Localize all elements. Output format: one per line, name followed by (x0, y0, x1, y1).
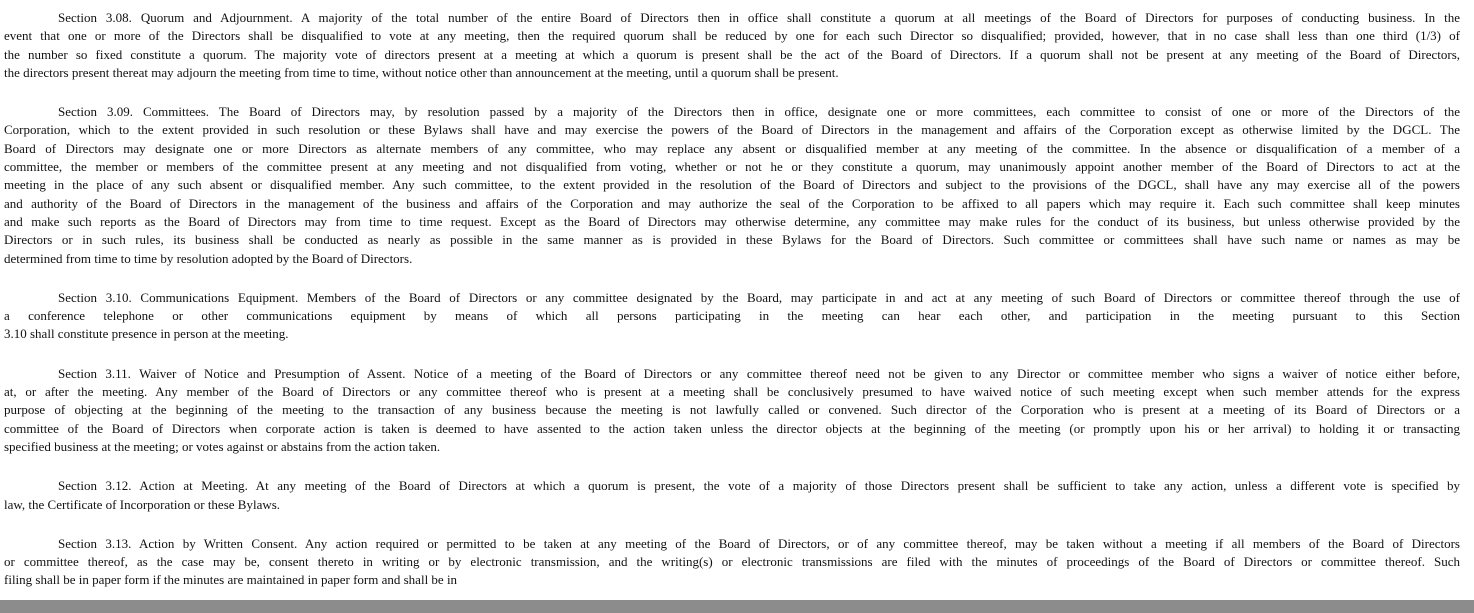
paragraph-line: Section 3.12. Action at Meeting. At any meeting of the Board of Directors at which a quorum is present, the vote of a majority of those Directors present shall be sufficient to take any action, unless a different vote is specified by (58, 478, 1460, 494)
paragraph-line: Section 3.09. Committees. The Board of Directors may, by resolution passed by a majority of the Directors then in office, designate one or more committees, each committee to consist of one or more of the Directors of the (58, 104, 1460, 120)
horizontal-scrollbar[interactable] (0, 600, 1474, 613)
paragraph-line: meeting in the place of any such absent or disqualified member. Any such committee, to the extent provided in the resolution of the Board of Directors and subject to the provisions of the DGCL, shall have any may exercise all of the powers (4, 177, 1460, 193)
paragraph-line: filing shall be in paper form if the minutes are maintained in paper form and shall be in (4, 572, 458, 588)
paragraph-line: committee of the Board of Directors when corporate action is taken is deemed to have assented to the action taken unless the director objects at the beginning of the meeting (or promptly upon his or her arrival) to holding it or transacting (4, 420, 1460, 436)
document-body (4, 9, 1460, 611)
paragraph-line: Corporation, which to the extent provided in such resolution or these Bylaws shall have and may exercise the powers of the Board of Directors in the management and affairs of the Corporation except as otherwise limited by the DGCL. The (4, 122, 1460, 138)
paragraph-line: Board of Directors may designate one or more Directors as alternate members of any committee, who may replace any absent or disqualified member at any meeting of the committee. In the absence or disqualification of a member of a (4, 140, 1460, 156)
paragraph-line: specified business at the meeting; or votes against or abstains from the action taken. (4, 438, 441, 454)
section-paragraph (4, 289, 1460, 344)
paragraph-line: at, or after the meeting. Any member of the Board of Directors or any committee thereof who is present at a meeting shall be conclusively presumed to have waived notice of such meeting except when such member attends for the express (4, 384, 1460, 400)
section-paragraph (4, 365, 1460, 456)
paragraph-line: Section 3.13. Action by Written Consent. Any action required or permitted to be taken at any meeting of the Board of Directors, or of any committee thereof, may be taken without a meeting if all members of the Board of Directors (58, 535, 1460, 551)
paragraph-line: Directors or in such rules, its business shall be conducted as nearly as possible in the same manner as is provided in these Bylaws for the Board of Directors. Such committee or committees shall have such name or names as may be (4, 232, 1460, 248)
section-paragraph (4, 9, 1460, 82)
paragraph-line: the directors present thereat may adjourn the meeting from time to time, without notice other than announcement at the meeting, until a quorum shall be present. (4, 64, 839, 80)
paragraph-line: determined from time to time by resolution adopted by the Board of Directors. (4, 250, 413, 266)
paragraph-line: law, the Certificate of Incorporation or these Bylaws. (4, 496, 281, 512)
paragraph-line: and authority of the Board of Directors in the management of the business and affairs of the Corporation and may authorize the seal of the Corporation to be affixed to all papers which may require it. Each such committee shall keep minutes (4, 195, 1460, 211)
section-paragraph (4, 103, 1460, 268)
paragraph-line: and make such reports as the Board of Directors may from time to time request. Except as the Board of Directors may otherwise determine, any committee may make rules for the conduct of its business, but unless otherwise provided by the (4, 213, 1460, 229)
paragraph-line: a conference telephone or other communications equipment by means of which all persons participating in the meeting can hear each other, and participation in the meeting pursuant to this Section (4, 308, 1460, 324)
paragraph-line: committee, the member or members of the committee present at any meeting and not disqualified from voting, whether or not he or they constitute a quorum, may unanimously appoint another member of the Board of Directors to act at the (4, 159, 1460, 175)
section-paragraph (4, 477, 1460, 514)
paragraph-line: event that one or more of the Directors shall be disqualified to vote at any meeting, then the required quorum shall be reduced by one for each such Director so disqualified; provided, however, that in no case shall less than one third (1/3) of (4, 28, 1460, 44)
paragraph-line: purpose of objecting at the beginning of the meeting to the transaction of any business because the meeting is not lawfully called or convened. Such director of the Corporation who is present at a meeting of its Board of Directors or a (4, 402, 1460, 418)
paragraph-line: or committee thereof, as the case may be, consent thereto in writing or by electronic transmission, and the writing(s) or electronic transmissions are filed with the minutes of proceedings of the Board of Directors or committee thereof. Such (4, 554, 1460, 570)
paragraph-line: the number so fixed constitute a quorum. The majority vote of directors present at a meeting at which a quorum is present shall be the act of the Board of Directors. If a quorum shall not be present at any meeting of the Board of Directors, (4, 46, 1460, 62)
paragraph-line: Section 3.08. Quorum and Adjournment. A majority of the total number of the entire Board of Directors then in office shall constitute a quorum at all meetings of the Board of Directors for purposes of conducting business. In the (58, 10, 1460, 25)
section-paragraph (4, 535, 1460, 590)
paragraph-line: Section 3.11. Waiver of Notice and Presumption of Assent. Notice of a meeting of the Board of Directors or any committee thereof need not be given to any Director or committee member who signs a waiver of notice either before, (58, 365, 1460, 381)
paragraph-line: Section 3.10. Communications Equipment. Members of the Board of Directors or any committee designated by the Board, may participate in and act at any meeting of such Board of Directors or committee thereof through the use of (58, 289, 1460, 305)
paragraph-line: 3.10 shall constitute presence in person at the meeting. (4, 326, 289, 342)
